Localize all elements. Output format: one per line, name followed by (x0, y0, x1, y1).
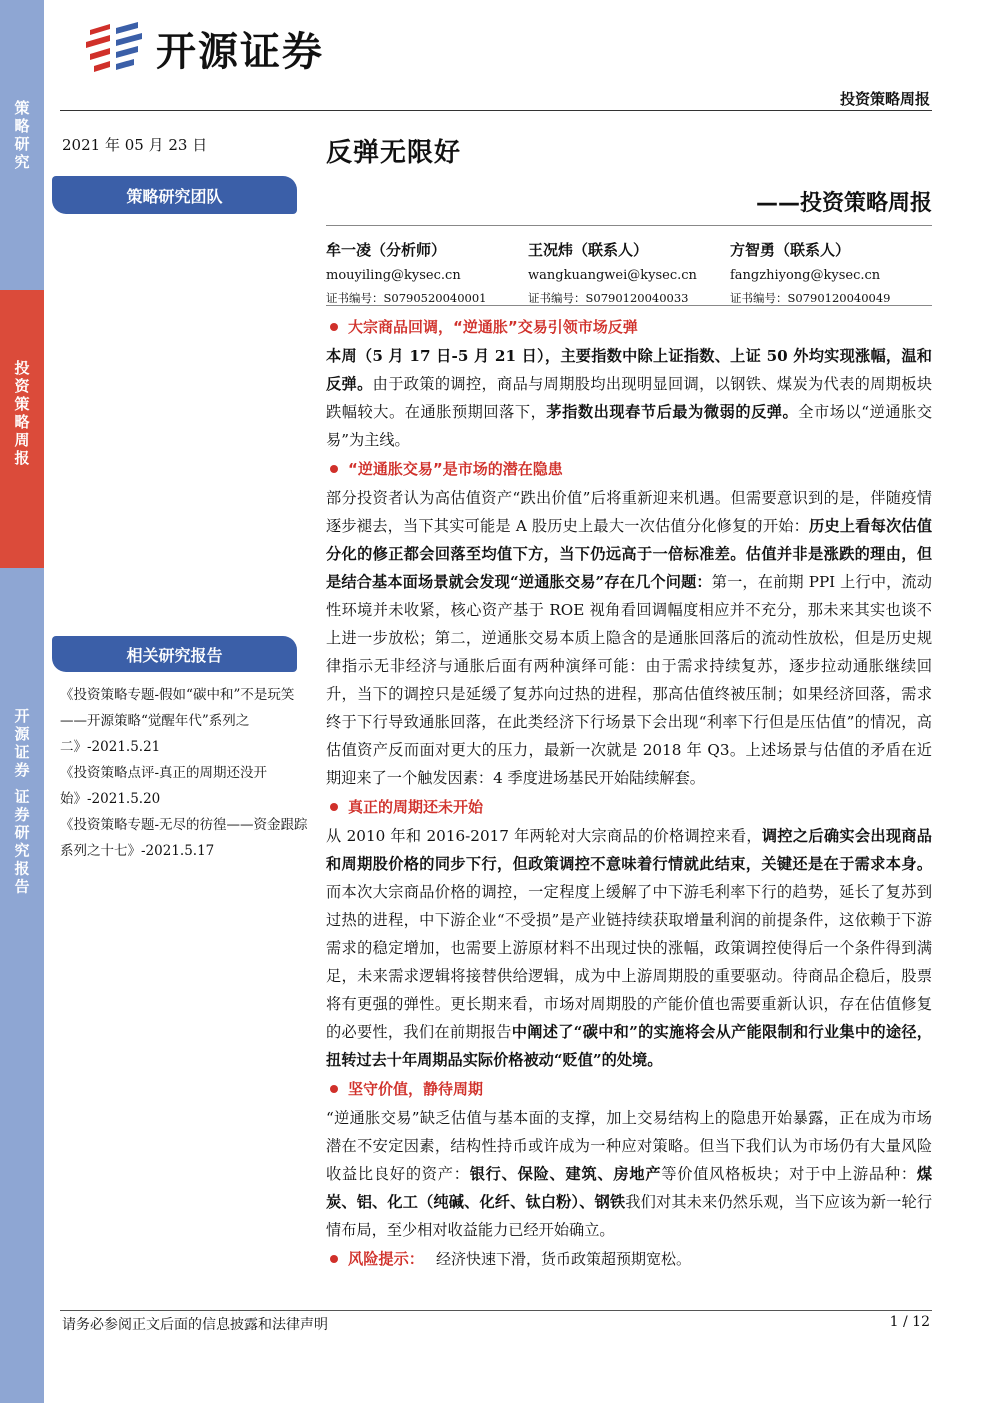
bullet-icon (330, 1255, 338, 1263)
section-heading-text: “逆通胀交易”是市场的潜在隐患 (348, 460, 563, 478)
emphasis-text: 中阐述了“碳中和”的实施将会从产能限制和行业集中的途径，扭转过去十年周期品实际价格被动“贬值”的处境。 (326, 1023, 932, 1069)
author-card (528, 236, 730, 308)
section-heading-text: 真正的周期还未开始 (348, 798, 484, 816)
report-title: 反弹无限好 (326, 138, 462, 168)
risk-notice (326, 1244, 932, 1274)
section-paragraph (326, 822, 932, 1074)
title-divider (326, 225, 932, 226)
bullet-icon (330, 323, 338, 331)
author-card (730, 236, 932, 308)
side-strip-middle (0, 290, 44, 568)
section-heading (326, 454, 932, 484)
body-text: 我们对其未来仍然乐观，当下应该为新一轮行情布局，至少相对收益能力已经开始确立。 (326, 1193, 932, 1239)
bullet-icon (330, 465, 338, 473)
related-reports-banner (52, 636, 297, 672)
section-paragraph (326, 484, 932, 792)
footer-disclaimer: 请务必参阅正文后面的信息披露和法律声明 (62, 1317, 328, 1333)
side-label-company: 开源证券 证券研究报告 (12, 708, 31, 897)
section-heading (326, 1074, 932, 1104)
author-email[interactable]: wangkuangwei@kysec.cn (528, 268, 697, 283)
author-name: 方智勇（联系人） (730, 241, 851, 259)
bullet-icon (330, 803, 338, 811)
section-heading (326, 792, 932, 822)
bullet-icon (330, 1085, 338, 1093)
footer-divider (60, 1310, 932, 1311)
related-report-item[interactable]: 《投资策略专题-假如“碳中和”不是玩笑——开源策略“觉醒年代”系列之二》-2021.5.21 (60, 687, 295, 755)
team-banner (52, 176, 297, 214)
emphasis-text: 调控之后确实会出现商品和周期股价格的同步下行，但政策调控不意味着行情就此结束，关键还是在于需求本身。 (326, 827, 932, 873)
emphasis-text: 茅指数出现春节后最为微弱的反弹。 (546, 403, 799, 421)
emphasis-text: 煤炭、铝、化工（纯碱、化纤、钛白粉）、钢铁 (326, 1165, 933, 1211)
report-type-label: 投资策略周报 (839, 90, 930, 108)
emphasis-text: 历史上看每次估值分化的修正都会回落至均值下方，当下仍远高于一倍标准差。估值并非是涨跌的理由，但是结合基本面场景就会发现“逆通胀交易”存在几个问题： (326, 517, 933, 591)
body-text: 第一，在前期 PPI 上行中，流动性环境并未收紧，核心资产基于 ROE 视角看回调幅度相应并不充分，那未来其实也谈不上进一步放松；第二，逆通胀交易本质上隐含的是通胀回落后的流动性放松，但是历史规律指示无非经济与通胀后面有两种演绎可能：由于需求持续复苏，逐步拉动通胀继续回升，当下的调控只是延缓了复苏向过热的进程，那高估值终被压制；如果经济回落，需求终于下行导致通胀回落，在此类经济下行场景下会出现“利率下行但是压估值”的情况，高估值资产反而面对更大的压力，最新一次就是 2018 年 Q3。上述场景与估值的矛盾在近期迎来了一个触发因素：4 季度进场基民开始陆续解套。 (326, 573, 932, 787)
author-card (326, 236, 528, 308)
body-text: 部分投资者认为高估值资产“跌出价值”后将重新迎来机遇。但需要意识到的是，伴随疫情逐步褪去，当下其实可能是 A 股历史上最大一次估值分化修复的开始： (326, 489, 932, 535)
body-text: 而本次大宗商品价格的调控，一定程度上缓解了中下游毛利率下行的趋势，延长了复苏到过热的进程，中下游企业“不受损”是产业链持续获取增量利润的前提条件，这依赖于下游需求的稳定增加，也需要上游原材料不出现过快的涨幅，政策调控使得后一个条件得到满足，未来需求逻辑将接替供给逻辑，成为中上游周期股的重要驱动。待商品企稳后，股票将有更强的弹性。更长期来看，市场对周期股的产能价值也需要重新认识，存在估值修复的必要性，我们在前期报告 (326, 883, 932, 1041)
body-text: 等价值风格板块；对于中上游品种： (661, 1165, 917, 1183)
page-number: 1 / 12 (889, 1314, 930, 1330)
body-text: 从 2010 年和 2016-2017 年两轮对大宗商品的价格调控来看， (326, 827, 762, 845)
author-email[interactable]: mouyiling@kysec.cn (326, 268, 461, 283)
report-subtitle: ——投资策略周报 (755, 191, 932, 216)
related-report-item[interactable]: 《投资策略点评-真正的周期还没开始》-2021.5.20 (60, 765, 268, 807)
team-banner-label: 策略研究团队 (126, 186, 223, 206)
author-cert: 证书编号：S0790120040049 (730, 291, 891, 305)
section-paragraph (326, 1104, 932, 1244)
report-body (326, 312, 932, 1274)
authors-row (326, 236, 932, 308)
section-heading-text: 坚守价值，静待周期 (348, 1080, 484, 1098)
logo-mark-icon (80, 18, 150, 78)
related-reports-list (60, 682, 310, 864)
emphasis-text: 本周（5 月 17 日-5 月 21 日），主要指数中除上证指数、上证 50 外均实现涨幅，温和反弹。 (326, 347, 932, 393)
risk-heading: 风险提示： (348, 1250, 424, 1268)
section-paragraph (326, 342, 932, 454)
author-name: 牟一凌（分析师） (326, 241, 447, 259)
author-name: 王况炜（联系人） (528, 241, 649, 259)
side-label-strategy: 策略研究 (12, 100, 31, 172)
company-logo (80, 18, 324, 78)
section-heading-text: 大宗商品回调，“逆通胀”交易引领市场反弹 (348, 318, 638, 336)
related-report-item[interactable]: 《投资策略专题-无尽的彷徨——资金跟踪系列之十七》-2021.5.17 (60, 817, 308, 859)
risk-text: 经济快速下滑，货币政策超预期宽松。 (435, 1250, 691, 1268)
related-reports-label: 相关研究报告 (126, 645, 223, 665)
emphasis-text: 银行、保险、建筑、房地产 (469, 1165, 662, 1183)
authors-divider (326, 305, 932, 306)
side-label-report-type: 投资策略周报 (12, 360, 31, 468)
side-strip-top (0, 0, 44, 290)
body-text: 由于政策的调控，商品与周期股均出现明显回调，以钢铁、煤炭为代表的周期板块跌幅较大。在通胀预期回落下， (326, 375, 933, 421)
author-email[interactable]: fangzhiyong@kysec.cn (730, 268, 881, 283)
author-cert: 证书编号：S0790520040001 (326, 291, 487, 305)
body-text: 全市场以“逆通胀交易”为主线。 (326, 403, 933, 449)
author-cert: 证书编号：S0790120040033 (528, 291, 689, 305)
header-divider (60, 110, 932, 111)
section-heading (326, 312, 932, 342)
logo-text: 开源证券 (156, 28, 324, 75)
body-text: “逆通胀交易”缺乏估值与基本面的支撑，加上交易结构上的隐患开始暴露，正在成为市场潜在不安定因素，结构性持币或许成为一种应对策略。但当下我们认为市场仍有大量风险收益比良好的资产： (326, 1109, 932, 1183)
side-strip-bottom (0, 568, 44, 1403)
report-date: 2021 年 05 月 23 日 (62, 136, 208, 154)
side-strip (0, 0, 44, 1403)
